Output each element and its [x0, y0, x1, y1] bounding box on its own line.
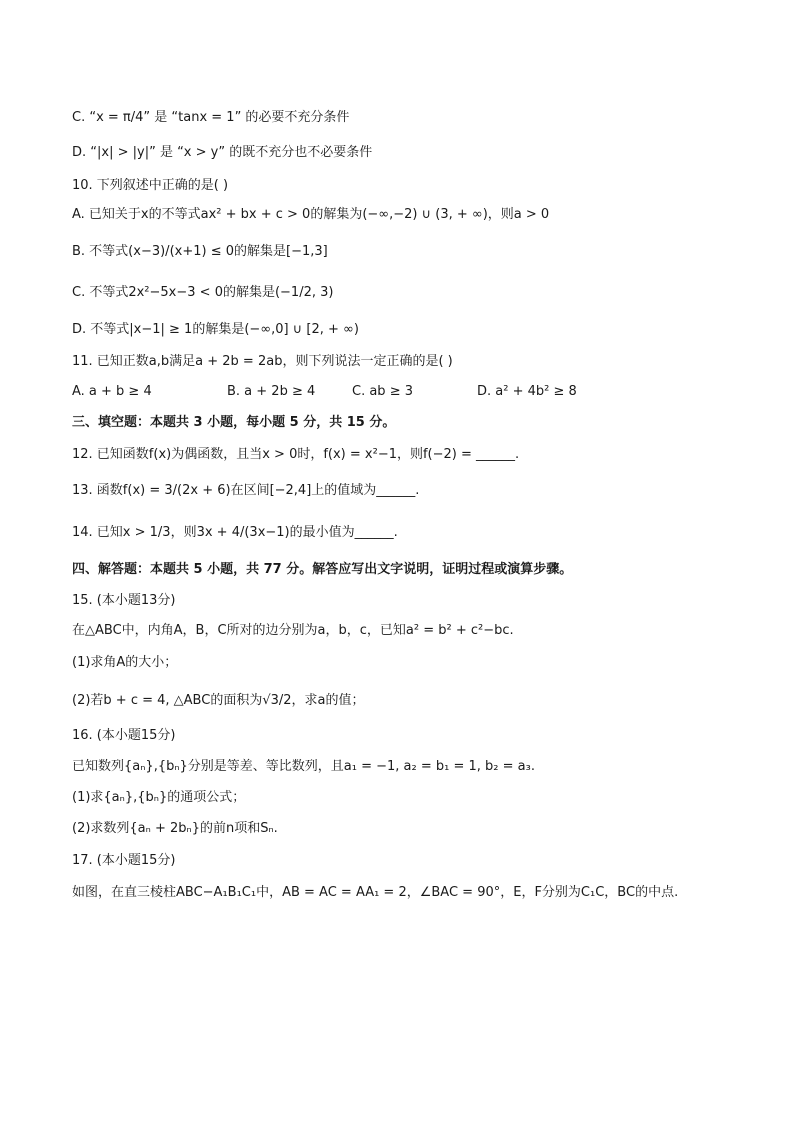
question-15-stem: 在△ABC中，内角A，B，C所对的边分别为a，b，c，已知a² = b² + c²−bc. [72, 623, 514, 638]
option-9d: D. “|x| > |y|” 是 “x > y” 的既不充分也不必要条件 [72, 145, 373, 160]
section-4-heading: 四、解答题：本题共 5 小题，共 77 分。解答应写出文字说明，证明过程或演算步骤。 [72, 562, 573, 577]
option-9c: C. “x = π/4” 是 “tanx = 1” 的必要不充分条件 [72, 110, 350, 125]
question-17-stem: 如图，在直三棱柱ABC−A₁B₁C₁中，AB = AC = AA₁ = 2，∠BAC = 90°，E，F分别为C₁C，BC的中点. [72, 885, 679, 900]
option-10c: C. 不等式2x²−5x−3 < 0的解集是(−1/2, 3) [72, 285, 334, 300]
option-11c: C. ab ≥ 3 [352, 384, 413, 399]
option-10a: A. 已知关于x的不等式ax² + bx + c > 0的解集为(−∞,−2) ∪ (3, + ∞)，则a > 0 [72, 207, 550, 222]
question-13: 13. 函数f(x) = 3/(2x + 6)在区间[−2,4]上的值域为______. [72, 483, 420, 498]
option-10d: D. 不等式|x−1| ≥ 1的解集是(−∞,0] ∪ [2, + ∞) [72, 322, 359, 337]
question-15-part-1: (1)求角A的大小； [72, 655, 178, 670]
question-16-stem: 已知数列{aₙ},{bₙ}分别是等差、等比数列，且a₁ = −1, a₂ = b₁ = 1, b₂ = a₃. [72, 759, 535, 774]
question-16-header: 16. (本小题15分) [72, 728, 176, 743]
question-16-part-2: (2)求数列{aₙ + 2bₙ}的前n项和Sₙ. [72, 821, 278, 836]
question-14: 14. 已知x > 1/3，则3x + 4/(3x−1)的最小值为______. [72, 525, 398, 540]
option-11d: D. a² + 4b² ≥ 8 [477, 384, 577, 399]
question-15-header: 15. (本小题13分) [72, 593, 176, 608]
question-12: 12. 已知函数f(x)为偶函数，且当x > 0时，f(x) = x²−1，则f(−2) = ______. [72, 447, 520, 462]
question-15-part-2: (2)若b + c = 4, △ABC的面积为√3/2，求a的值； [72, 693, 365, 708]
question-10-stem: 10. 下列叙述中正确的是( ) [72, 178, 229, 193]
section-3-heading: 三、填空题：本题共 3 小题，每小题 5 分，共 15 分。 [72, 415, 396, 430]
option-11a: A. a + b ≥ 4 [72, 384, 152, 399]
option-11b: B. a + 2b ≥ 4 [227, 384, 316, 399]
option-10b: B. 不等式(x−3)/(x+1) ≤ 0的解集是[−1,3] [72, 244, 328, 259]
question-11-options [72, 383, 712, 401]
question-17-header: 17. (本小题15分) [72, 853, 176, 868]
question-16-part-1: (1)求{aₙ},{bₙ}的通项公式； [72, 790, 246, 805]
question-11-stem: 11. 已知正数a,b满足a + 2b = 2ab，则下列说法一定正确的是( ) [72, 354, 453, 369]
